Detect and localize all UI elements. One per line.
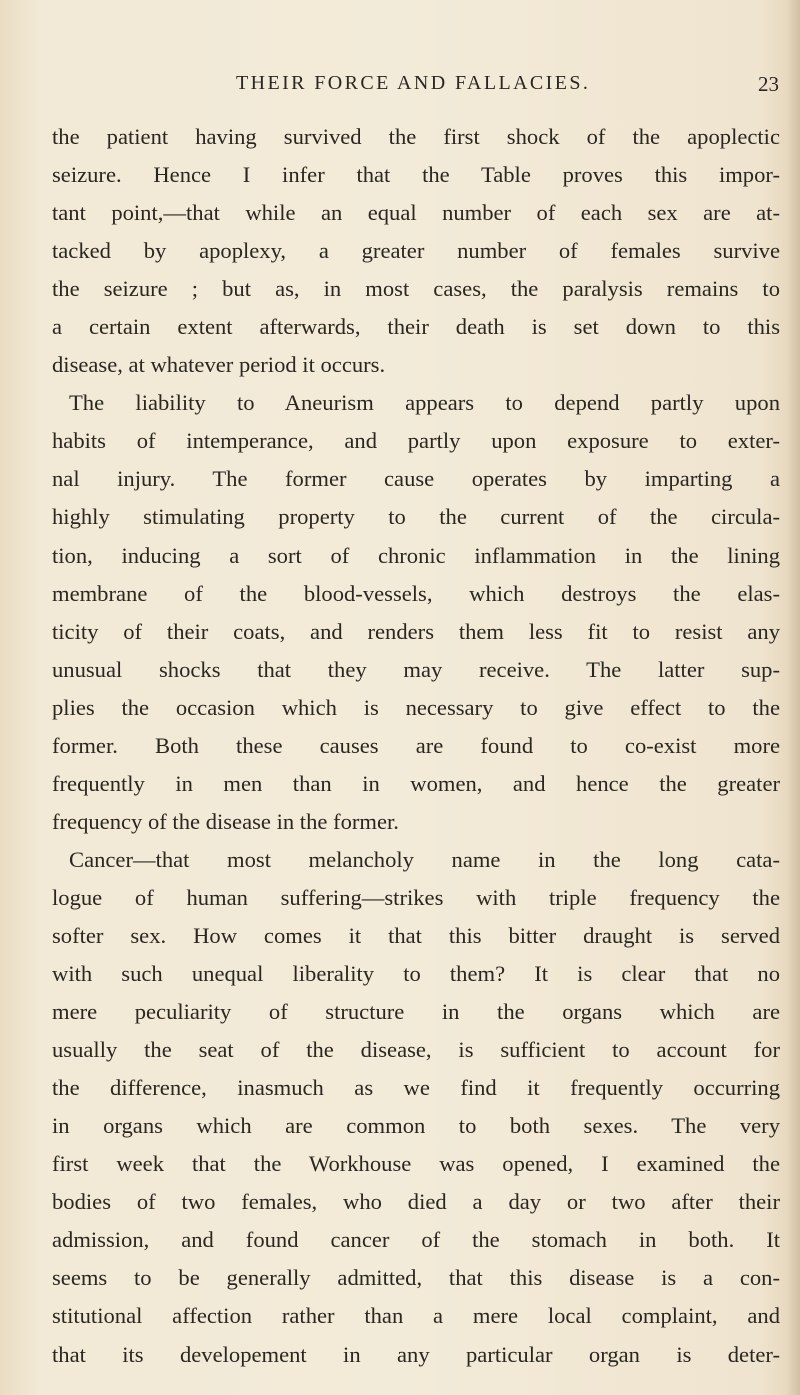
text-line: the seizure ; but as, in most cases, the paralysis remains to [52, 276, 780, 302]
text-line: usually the seat of the disease, is sufficient to account for [52, 1037, 780, 1063]
text-line: plies the occasion which is necessary to give effect to the [52, 694, 780, 720]
text-line: tant point,—that while an equal number of each sex are at- [52, 200, 780, 226]
text-line: disease, at whatever period it occurs. [52, 352, 386, 378]
text-line: admission, and found cancer of the stomach in both. It [52, 1227, 780, 1253]
text-line: nal injury. The former cause operates by imparting a [52, 466, 780, 492]
text-line: with such unequal liberality to them? It is clear that no [52, 961, 780, 987]
text-line: in organs which are common to both sexes. The very [52, 1113, 780, 1139]
text-line: logue of human suffering—strikes with triple frequency the [52, 884, 780, 910]
text-line: seizure. Hence I infer that the Table proves this impor- [52, 162, 780, 188]
text-line: first week that the Workhouse was opened, I examined the [52, 1151, 780, 1177]
text-line: Cancer—that most melancholy name in the long cata- [69, 846, 780, 872]
text-line: bodies of two females, who died a day or two after their [52, 1189, 780, 1215]
text-line: seems to be generally admitted, that this disease is a con- [52, 1265, 780, 1291]
text-line: frequently in men than in women, and hence the greater [52, 770, 780, 796]
page-edge-shadow [786, 0, 800, 1395]
text-line: the patient having survived the first shock of the apoplectic [52, 124, 780, 149]
text-line: the difference, inasmuch as we find it frequently occurring [52, 1075, 780, 1101]
running-title: THEIR FORCE AND FALLACIES. [236, 72, 591, 94]
text-line: highly stimulating property to the current of the circula- [52, 504, 780, 530]
text-line: habits of intemperance, and partly upon exposure to exter- [52, 428, 780, 454]
text-line: membrane of the blood-vessels, which destroys the elas- [52, 580, 780, 606]
text-line: stitutional affection rather than a mere local complaint, and [52, 1303, 780, 1329]
text-line: softer sex. How comes it that this bitter draught is served [52, 922, 780, 948]
text-line: tacked by apoplexy, a greater number of females survive [52, 238, 780, 264]
text-line: The liability to Aneurism appears to depend partly upon [69, 390, 780, 416]
text-line: mere peculiarity of structure in the organs which are [52, 999, 780, 1025]
running-head [0, 72, 800, 108]
text-line: former. Both these causes are found to co-exist more [52, 732, 780, 758]
text-line: unusual shocks that they may receive. The latter sup- [52, 656, 780, 682]
text-line: tion, inducing a sort of chronic inflammation in the lining [52, 542, 780, 568]
body-text [52, 118, 780, 1374]
text-line: that its developement in any particular organ is deter- [52, 1341, 780, 1367]
text-line: frequency of the disease in the former. [52, 808, 399, 834]
page-number: 23 [758, 72, 779, 96]
text-line: a certain extent afterwards, their death is set down to this [52, 314, 780, 340]
text-line: ticity of their coats, and renders them less fit to resist any [52, 618, 780, 644]
